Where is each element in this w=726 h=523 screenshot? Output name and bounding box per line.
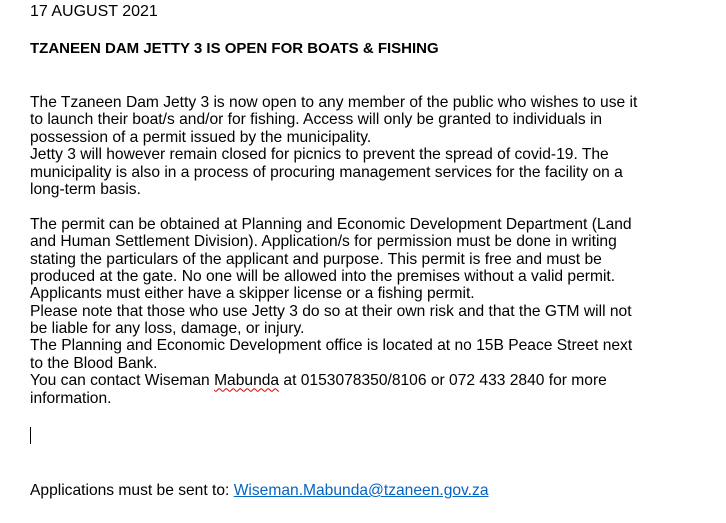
paragraph-1-line: long-term basis. — [30, 180, 141, 198]
contact-prefix: You can contact Wiseman — [30, 372, 215, 390]
paragraph-1-line: to launch their boat/s and/or for fishing. Access will only be granted to individuals in — [30, 111, 603, 129]
contact-line — [30, 372, 690, 389]
text-cursor — [30, 427, 31, 444]
contact-continuation: information. — [30, 389, 112, 407]
paragraph-1-line: municipality is also in a process of procuring management services for the facility on a — [30, 163, 623, 181]
applications-footer — [30, 482, 489, 500]
paragraph-2-line: Please note that those who use Jetty 3 do so at their own risk and that the GTM will not — [30, 302, 632, 320]
paragraph-2-line: and Human Settlement Division). Application/s for permission must be done in writing — [30, 233, 617, 251]
spellcheck-flagged-word[interactable]: Mabunda — [214, 372, 280, 390]
paragraph-2-line: stating the particulars of the applicant and purpose. This permit is free and must be — [30, 250, 602, 268]
paragraph-1-line: possession of a permit issued by the municipality. — [30, 128, 372, 146]
contact-suffix: at 0153078350/8106 or 072 433 2840 for more — [279, 372, 607, 390]
paragraph-spacer — [30, 198, 690, 215]
footer-label: Applications must be sent to: — [30, 482, 234, 499]
document-body — [30, 94, 690, 407]
paragraph-1-line: Jetty 3 will however remain closed for picnics to prevent the spread of covid-19. The — [30, 146, 609, 164]
paragraph-1-line: The Tzaneen Dam Jetty 3 is now open to any member of the public who wishes to use it — [30, 94, 638, 111]
paragraph-2-line: The permit can be obtained at Planning and Economic Development Department (Land — [30, 215, 632, 233]
email-link[interactable]: Wiseman.Mabunda@tzaneen.gov.za — [233, 482, 489, 499]
paragraph-2-line: produced at the gate. No one will be allowed into the premises without a valid permit. — [30, 267, 616, 285]
paragraph-2-line: be liable for any loss, damage, or injury. — [30, 320, 305, 338]
document-date: 17 AUGUST 2021 — [30, 3, 158, 20]
paragraph-2-line: The Planning and Economic Development office is located at no 15B Peace Street next — [30, 337, 633, 355]
paragraph-2-line: to the Blood Bank. — [30, 354, 158, 372]
paragraph-2-line: Applicants must either have a skipper license or a fishing permit. — [30, 285, 475, 303]
document-title: TZANEEN DAM JETTY 3 IS OPEN FOR BOATS & FISHING — [30, 40, 439, 57]
